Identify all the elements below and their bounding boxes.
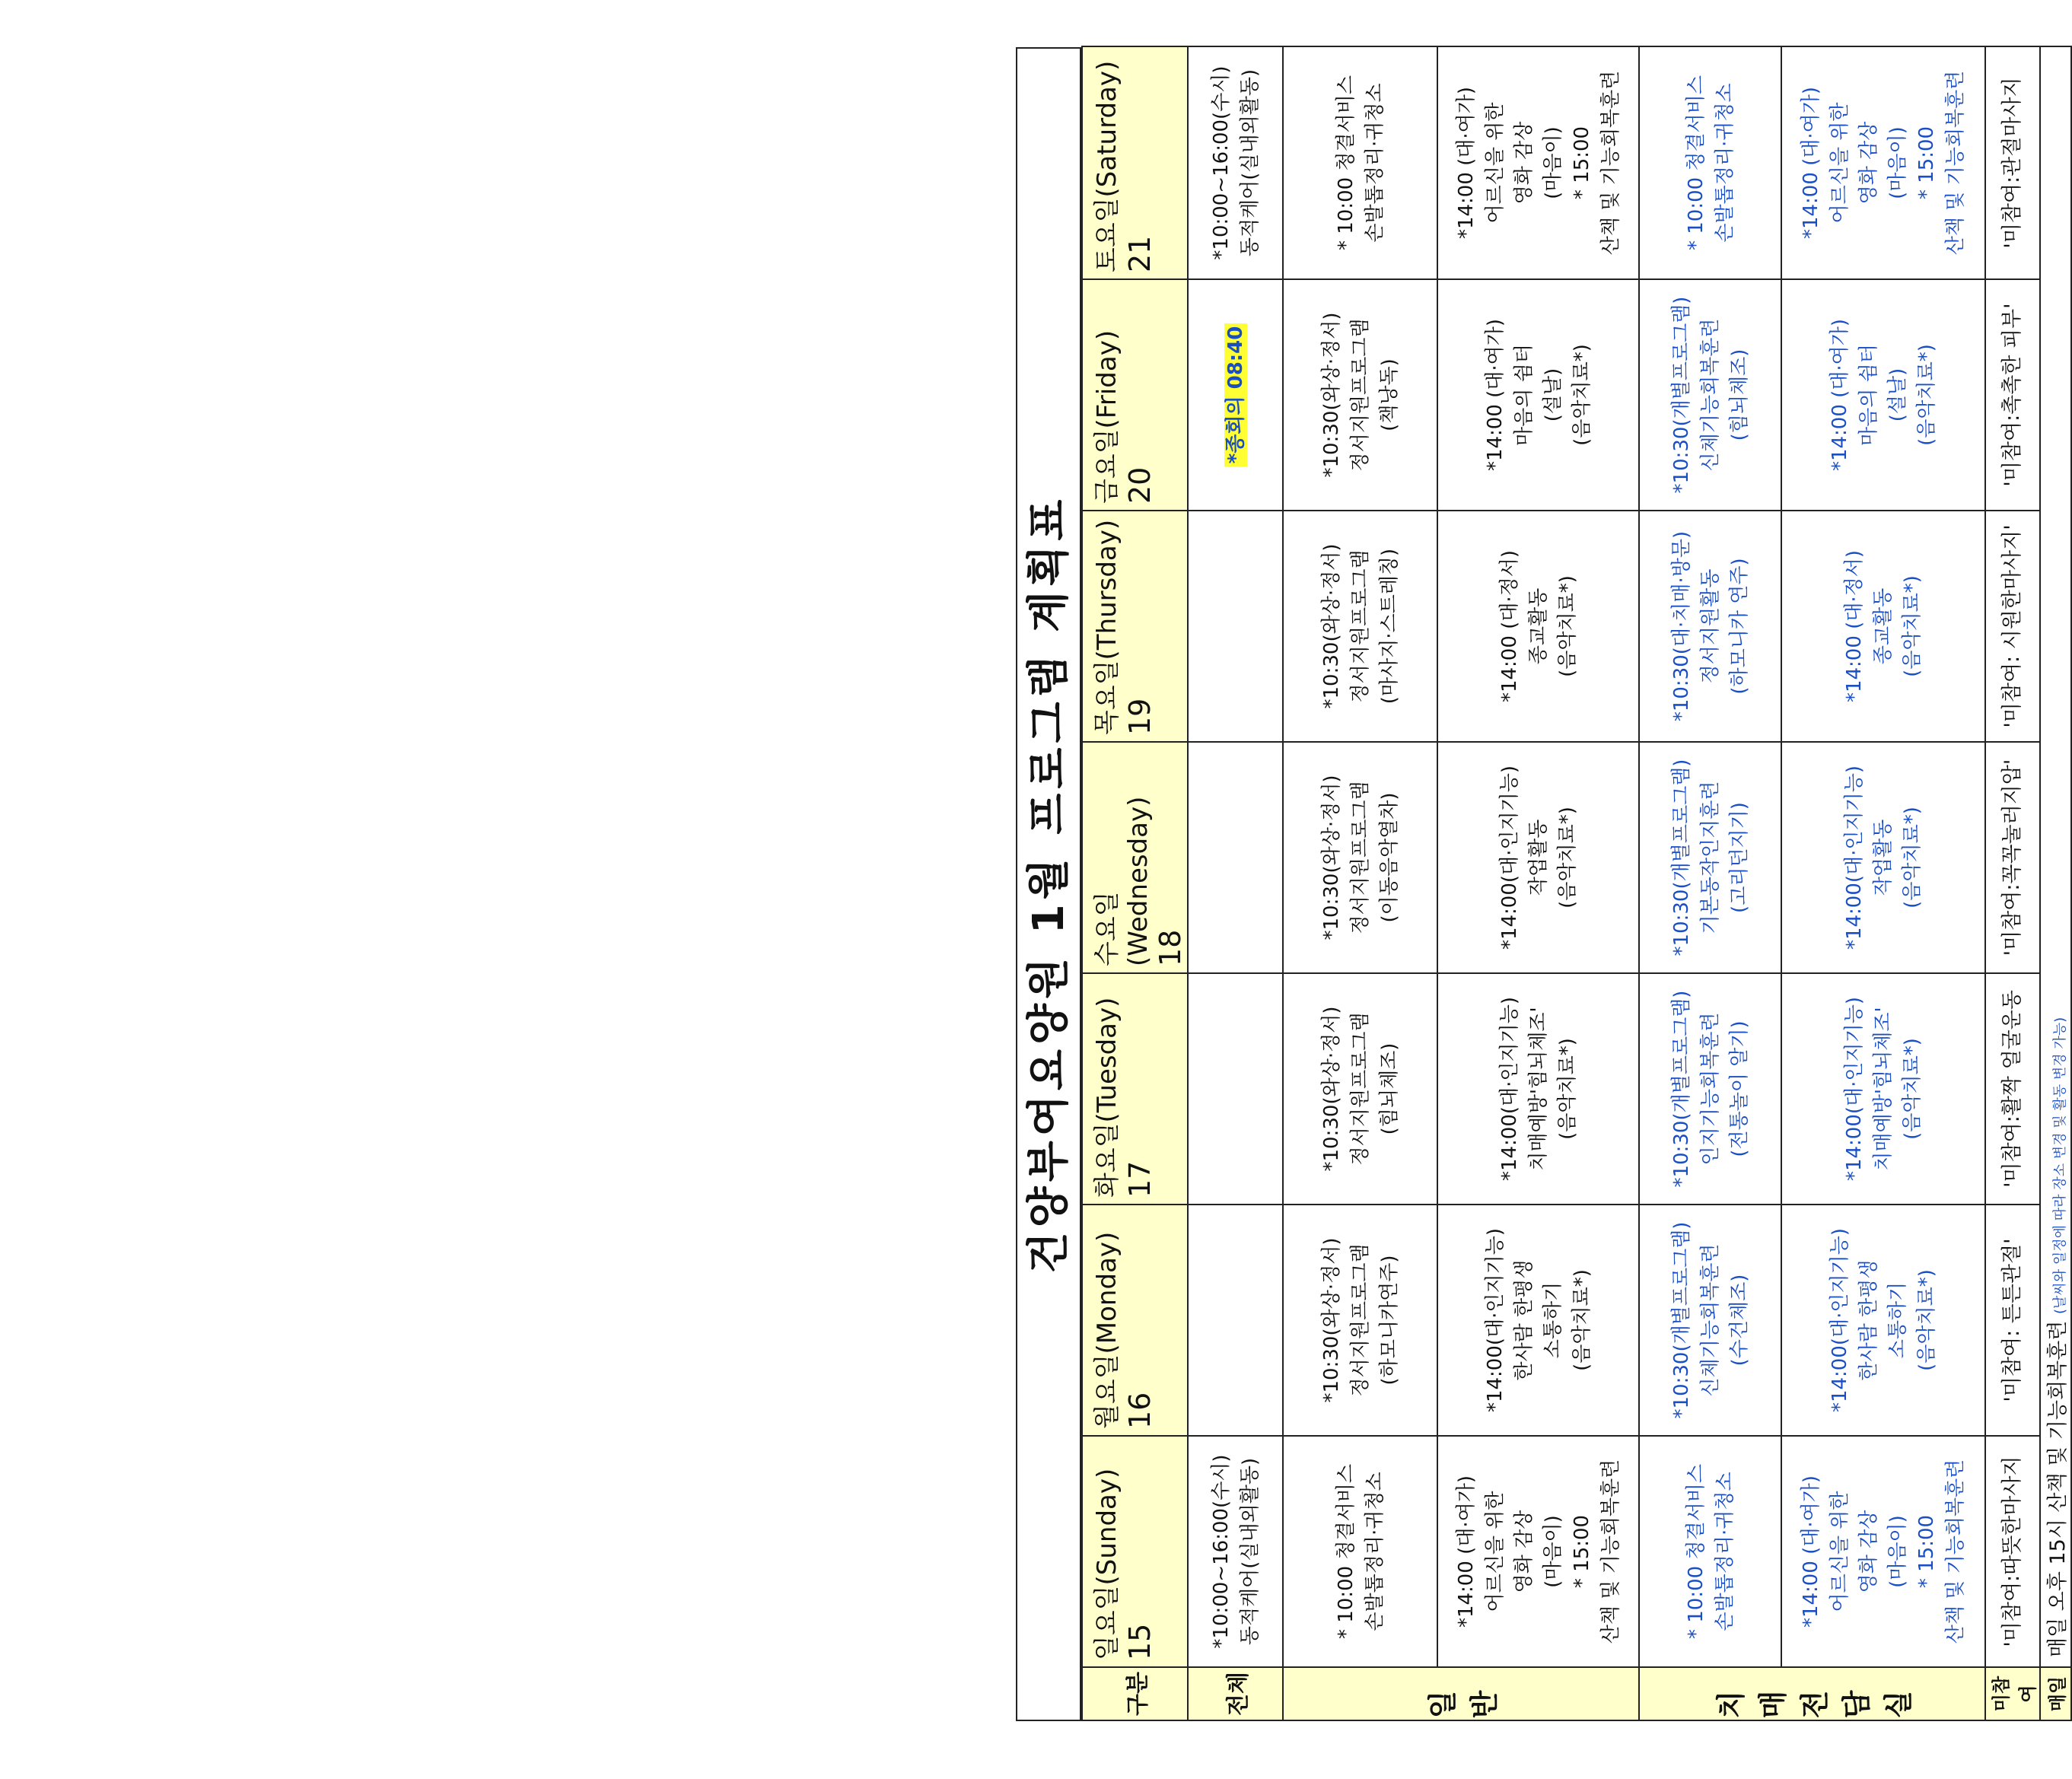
row-label-daily: 매일 — [2040, 1667, 2071, 1720]
cell-line: (마사지·스트레칭) — [1377, 548, 1401, 705]
daily-note-cell — [2040, 46, 2071, 1667]
cell-micham-thu: '미참여: 시원한마사지' — [1985, 511, 2040, 742]
cell-line: *10:30(대·치매·방문) — [1669, 530, 1693, 722]
cell-line: 한사람 한평생 — [1857, 1259, 1880, 1381]
cell-line: * 15:00 — [1570, 126, 1593, 200]
day-header-wednesday — [1082, 742, 1188, 973]
day-name: 수요일(Wednesday) — [1092, 796, 1154, 966]
cell-line: 동적케어(실내외활동) — [1238, 1457, 1262, 1646]
cell-line: 마음의 쉼터 — [1512, 344, 1536, 446]
category-header: 구분 — [1082, 1667, 1188, 1720]
cell-general-pm-fri — [1437, 279, 1639, 511]
cell-line: (힘뇌체조) — [1377, 1042, 1401, 1135]
cell-line: 한사람 한평생 — [1512, 1259, 1536, 1381]
day-date: 18 — [1154, 929, 1187, 966]
cell-line: (책낭독) — [1377, 358, 1401, 431]
cell-line: (수건체조) — [1727, 1274, 1751, 1367]
cell-line: 인지기능회복훈련 — [1698, 1012, 1722, 1166]
cell-line: * 10:00 청결서비스 — [1334, 75, 1357, 251]
cell-line: 산책 및 기능회복훈련 — [1599, 70, 1622, 256]
day-header-thursday — [1082, 511, 1188, 742]
cell-dementia-pm-wed — [1781, 742, 1985, 973]
page-title: 건양부여요양원 1월 프로그램 계획표 — [1016, 47, 1081, 1721]
cell-line: (음악치료*) — [1915, 344, 1938, 446]
cell-line: 치매예방'힘뇌체조' — [1872, 1007, 1895, 1171]
cell-line: (마음이) — [1886, 126, 1909, 199]
cell-line: *14:00(대·인지기능) — [1843, 996, 1866, 1182]
daily-note-text: 매일 오후 15시 산책 및 기능회복훈련 — [2046, 1320, 2070, 1657]
cell-line: *14:00(대·인지기능) — [1829, 1227, 1851, 1413]
cell-line: (음악치료*) — [1570, 1269, 1593, 1371]
day-date: 15 — [1123, 1623, 1157, 1660]
schedule-table — [1081, 46, 2072, 1721]
cell-line: (음악치료*) — [1570, 344, 1593, 446]
cell-line: * 10:00 청결서비스 — [1684, 75, 1708, 251]
cell-general-pm-thu — [1437, 511, 1639, 742]
cell-general-am-tue — [1283, 973, 1437, 1205]
cell-line: (마음이) — [1541, 1515, 1564, 1588]
day-date: 21 — [1123, 235, 1157, 272]
cell-line: * 15:00 — [1915, 1514, 1938, 1589]
cell-general-pm-mon — [1437, 1205, 1639, 1436]
cell-line: 손발톱정리·귀청소 — [1713, 83, 1736, 243]
cell-general-am-sun — [1283, 1436, 1437, 1667]
cell-general-pm-sun — [1437, 1436, 1639, 1667]
cell-line: 영화 감상 — [1512, 1510, 1536, 1593]
cell-line: *10:30(와상·정서) — [1319, 1237, 1343, 1403]
staff-meeting-highlight: *종회의 08:40 — [1224, 323, 1247, 467]
cell-line: 손발톱정리·귀청소 — [1363, 1472, 1386, 1631]
cell-general-pm-sat — [1437, 46, 1639, 279]
cell-line: (하모니카 연주) — [1727, 558, 1751, 695]
cell-micham-wed: '미참여:꼭꼭눌러지압' — [1985, 742, 2040, 973]
day-header-sunday — [1082, 1436, 1188, 1667]
cell-line: 정서지원프로그램 — [1348, 781, 1372, 934]
cell-line: 종교활동 — [1526, 587, 1550, 665]
cell-line: *14:00 (대·정서) — [1498, 549, 1521, 703]
cell-line: (전통놀이 알기) — [1727, 1020, 1751, 1157]
cell-line: (힘뇌체조) — [1727, 348, 1751, 441]
schedule-sheet — [1016, 47, 2070, 1721]
cell-line: *14:00(대·인지기능) — [1483, 1227, 1507, 1413]
cell-micham-mon: '미참여: 튼튼관절' — [1985, 1205, 2040, 1436]
cell-line: *10:30(개별프로그램) — [1669, 1221, 1693, 1419]
cell-micham-fri: '미참여:촉촉한 피부' — [1985, 279, 2040, 511]
header-row — [1082, 46, 1188, 1720]
cell-line: (음악치료*) — [1555, 1038, 1579, 1140]
row-dementia-pm — [1781, 46, 1985, 1720]
cell-line: 영화 감상 — [1857, 121, 1880, 205]
cell-line: (설날) — [1541, 368, 1564, 422]
cell-line: *10:30(와상·정서) — [1319, 775, 1343, 940]
row-label-all: 전체 — [1188, 1667, 1283, 1720]
row-micham — [1985, 46, 2040, 1720]
cell-line: (마음이) — [1886, 1515, 1909, 1588]
cell-line: *10:30(개별프로그램) — [1669, 759, 1693, 956]
cell-all-sun — [1188, 1436, 1283, 1667]
cell-line: (음악치료*) — [1555, 807, 1579, 909]
cell-line: 손발톱정리·귀청소 — [1363, 83, 1386, 243]
cell-line: 정서지원프로그램 — [1348, 1012, 1372, 1166]
cell-line: 동적케어(실내외활동) — [1238, 68, 1262, 257]
cell-general-pm-wed — [1437, 742, 1639, 973]
row-all — [1188, 46, 1283, 1720]
cell-line: *10:30(와상·정서) — [1319, 1006, 1343, 1172]
cell-line: *14:00(대·인지기능) — [1843, 765, 1866, 950]
cell-dementia-am-sat — [1639, 46, 1781, 279]
cell-dementia-am-thu — [1639, 511, 1781, 742]
cell-line: *14:00 (대·여가) — [1800, 1475, 1822, 1628]
cell-line: 정서지원프로그램 — [1348, 318, 1372, 472]
cell-line: (음악치료*) — [1555, 575, 1579, 677]
row-general-am — [1283, 46, 1437, 1720]
cell-all-wed — [1188, 742, 1283, 973]
cell-line: *14:00 (대·여가) — [1454, 1475, 1478, 1628]
day-name: 화요일(Tuesday) — [1092, 997, 1122, 1198]
day-header-saturday — [1082, 46, 1188, 279]
cell-line: * 10:00 청결서비스 — [1684, 1463, 1708, 1640]
day-header-monday — [1082, 1205, 1188, 1436]
cell-line: *14:00(대·인지기능) — [1498, 996, 1521, 1182]
cell-dementia-pm-sun — [1781, 1436, 1985, 1667]
cell-line: 어르신을 위한 — [1483, 102, 1507, 224]
cell-line: 정서지원프로그램 — [1348, 549, 1372, 703]
cell-line: (음악치료*) — [1901, 807, 1924, 909]
cell-line: 산책 및 기능회복훈련 — [1944, 1459, 1967, 1644]
day-name: 토요일(Saturday) — [1092, 60, 1122, 272]
cell-line: 기본동작인지훈련 — [1698, 781, 1722, 934]
cell-micham-tue: '미참여:활짝 얼굴운동 — [1985, 973, 2040, 1205]
cell-line: * 15:00 — [1570, 1514, 1593, 1589]
cell-line: (하모니카연주) — [1377, 1255, 1401, 1386]
cell-general-am-sat — [1283, 46, 1437, 279]
cell-line: 산책 및 기능회복훈련 — [1599, 1459, 1622, 1644]
daily-note-small: (날씨와 일정에 따라 장소 변경 및 활동 변경 가능) — [2052, 1017, 2068, 1314]
cell-dementia-pm-tue — [1781, 973, 1985, 1205]
row-label-micham: 미참여 — [1985, 1667, 2040, 1720]
cell-line: *14:00 (대·여가) — [1483, 318, 1507, 472]
cell-line: * 10:00 청결서비스 — [1334, 1463, 1357, 1640]
cell-dementia-pm-mon — [1781, 1205, 1985, 1436]
cell-line: 영화 감상 — [1512, 121, 1536, 205]
cell-line: 어르신을 위한 — [1483, 1491, 1507, 1612]
cell-line: (설날) — [1886, 368, 1909, 422]
day-date: 17 — [1123, 1160, 1157, 1198]
cell-general-am-mon — [1283, 1205, 1437, 1436]
cell-dementia-am-tue — [1639, 973, 1781, 1205]
cell-dementia-pm-sat — [1781, 46, 1985, 279]
cell-line: 종교활동 — [1872, 587, 1895, 665]
day-date: 16 — [1123, 1392, 1157, 1429]
cell-line: 정서지원활동 — [1698, 568, 1722, 684]
cell-line: (고리던지기) — [1727, 802, 1751, 913]
cell-line: (음악치료*) — [1901, 575, 1924, 677]
cell-line: *10:30(개별프로그램) — [1669, 990, 1693, 1188]
day-name: 금요일(Friday) — [1092, 329, 1122, 504]
cell-general-am-thu — [1283, 511, 1437, 742]
cell-line: 소통하기 — [1541, 1281, 1564, 1359]
cell-all-thu — [1188, 511, 1283, 742]
cell-line: 작업활동 — [1872, 819, 1895, 896]
cell-line: 어르신을 위한 — [1829, 1491, 1851, 1612]
row-daily — [2040, 46, 2071, 1720]
cell-dementia-am-sun — [1639, 1436, 1781, 1667]
cell-line: *10:00~16:00(수시) — [1209, 65, 1233, 260]
cell-line: (마음이) — [1541, 126, 1564, 199]
cell-line: * 15:00 — [1915, 126, 1938, 200]
cell-line: 정서지원프로그램 — [1348, 1243, 1372, 1397]
cell-line: *14:00(대·인지기능) — [1498, 765, 1521, 950]
row-dementia-am — [1639, 46, 1781, 1720]
cell-all-sat — [1188, 46, 1283, 279]
row-label-general: 일반 — [1283, 1667, 1639, 1720]
cell-general-pm-tue — [1437, 973, 1639, 1205]
cell-dementia-am-wed — [1639, 742, 1781, 973]
day-name: 일요일(Sunday) — [1092, 1468, 1122, 1660]
cell-line: *14:00 (대·여가) — [1454, 86, 1478, 240]
cell-line: *10:30(와상·정서) — [1319, 543, 1343, 709]
cell-dementia-am-fri — [1639, 279, 1781, 511]
day-name: 월요일(Monday) — [1092, 1231, 1122, 1429]
cell-line: 치매예방'힘뇌체조' — [1526, 1007, 1550, 1171]
row-general-pm — [1437, 46, 1639, 1720]
cell-general-am-wed — [1283, 742, 1437, 973]
cell-line: 작업활동 — [1526, 819, 1550, 896]
cell-line: *10:00~16:00(수시) — [1209, 1454, 1233, 1649]
cell-line: (음악치료*) — [1915, 1269, 1938, 1371]
cell-all-mon — [1188, 1205, 1283, 1436]
cell-dementia-pm-fri — [1781, 279, 1985, 511]
day-date: 19 — [1123, 698, 1157, 735]
row-label-dementia: 치매전담실 — [1639, 1667, 1985, 1720]
cell-line: 소통하기 — [1886, 1281, 1909, 1359]
cell-line: *14:00 (대·여가) — [1829, 318, 1851, 472]
cell-dementia-pm-thu — [1781, 511, 1985, 742]
cell-line: 영화 감상 — [1857, 1510, 1880, 1593]
cell-line: 손발톱정리·귀청소 — [1713, 1472, 1736, 1631]
cell-line: 신체기능회복훈련 — [1698, 318, 1722, 472]
cell-line: 산책 및 기능회복훈련 — [1944, 70, 1967, 256]
day-name: 목요일(Thursday) — [1092, 519, 1122, 735]
day-header-tuesday — [1082, 973, 1188, 1205]
cell-dementia-am-mon — [1639, 1205, 1781, 1436]
day-header-friday — [1082, 279, 1188, 511]
day-date: 20 — [1123, 466, 1157, 504]
cell-general-am-fri — [1283, 279, 1437, 511]
cell-all-fri — [1188, 279, 1283, 511]
cell-line: 어르신을 위한 — [1829, 102, 1851, 224]
cell-line: 신체기능회복훈련 — [1698, 1243, 1722, 1397]
cell-micham-sat: '미참여:관절마사지 — [1985, 46, 2040, 279]
cell-line: *14:00 (대·여가) — [1800, 86, 1822, 240]
cell-line: *10:30(와상·정서) — [1319, 312, 1343, 478]
cell-micham-sun: '미참여:따뜻한마사지 — [1985, 1436, 2040, 1667]
cell-line: 마음의 쉼터 — [1857, 344, 1880, 446]
cell-line: (음악치료*) — [1901, 1038, 1924, 1140]
cell-all-tue — [1188, 973, 1283, 1205]
cell-line: *10:30(개별프로그램) — [1669, 296, 1693, 494]
cell-line: *14:00 (대·정서) — [1843, 549, 1866, 703]
cell-line: (이동음악열차) — [1377, 792, 1401, 923]
